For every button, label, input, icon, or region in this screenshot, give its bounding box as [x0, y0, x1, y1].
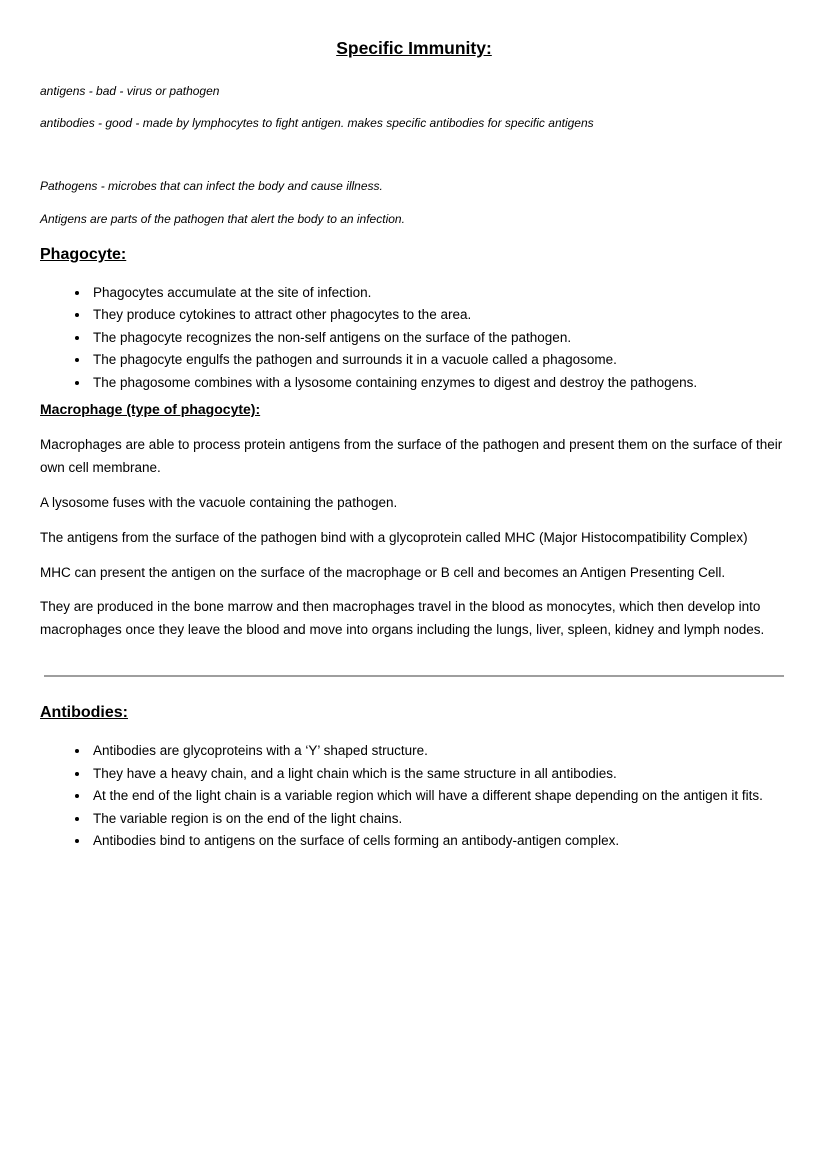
- bullet-item: • Phagocytes accumulate at the site of infection.: [90, 282, 788, 305]
- bullet-item: • The phagosome combines with a lysosome containing enzymes to digest and destroy the pathogens.: [90, 372, 788, 395]
- note-antigens: antigens - bad - virus or pathogen: [40, 84, 220, 98]
- page-title: Specific Immunity:: [336, 38, 492, 58]
- horizontal-divider: [44, 675, 784, 677]
- bullet-item: • At the end of the light chain is a variable region which will have a different shape depending on the antigen it fits.: [90, 785, 788, 808]
- heading-antibodies: Antibodies:: [40, 704, 128, 722]
- macrophage-paragraph: Macrophages are able to process protein antigens from the surface of the pathogen and present them on the surface of their own cell membrane.: [40, 436, 783, 475]
- bullet-item: • The phagocyte recognizes the non-self antigens on the surface of the pathogen.: [90, 327, 788, 350]
- bullet-item: • Antibodies bind to antigens on the surface of cells forming an antibody-antigen complex.: [90, 830, 788, 853]
- macrophage-paragraph: The antigens from the surface of the pathogen bind with a glycoprotein called MHC (Major Histocompatibility Complex): [40, 529, 748, 545]
- macrophage-paragraph: They are produced in the bone marrow and then macrophages travel in the blood as monocytes, which then develop into macrophages once they leave the blood and move into organs including the lungs, liver, spleen, kidney and lymph nodes.: [40, 599, 765, 638]
- note-antibodies: antibodies - good - made by lymphocytes to fight antigen. makes specific antibodies for specific antigens: [40, 116, 594, 131]
- macrophage-paragraph: A lysosome fuses with the vacuole containing the pathogen.: [40, 494, 398, 510]
- bullet-item: • They produce cytokines to attract other phagocytes to the area.: [90, 304, 788, 327]
- bullet-item: • They have a heavy chain, and a light chain which is the same structure in all antibodies.: [90, 763, 788, 786]
- macrophage-paragraph: MHC can present the antigen on the surface of the macrophage or B cell and becomes an Antigen Presenting Cell.: [40, 564, 726, 580]
- definition-antigens: Antigens are parts of the pathogen that alert the body to an infection.: [40, 211, 405, 226]
- bullet-item: • The variable region is on the end of the light chains.: [90, 808, 788, 831]
- antibodies-section: [40, 703, 788, 852]
- antibodies-bullet-list: [40, 740, 788, 853]
- bullet-item: • The phagocyte engulfs the pathogen and surrounds it in a vacuole called a phagosome.: [90, 349, 788, 372]
- heading-phagocyte: Phagocyte:: [40, 245, 127, 263]
- phagocyte-bullet-list: [40, 282, 788, 395]
- heading-macrophage: Macrophage (type of phagocyte):: [40, 401, 261, 418]
- bullet-item: • Antibodies are glycoproteins with a ‘Y’ shaped structure.: [90, 740, 788, 763]
- definition-pathogens: Pathogens - microbes that can infect the body and cause illness.: [40, 179, 383, 194]
